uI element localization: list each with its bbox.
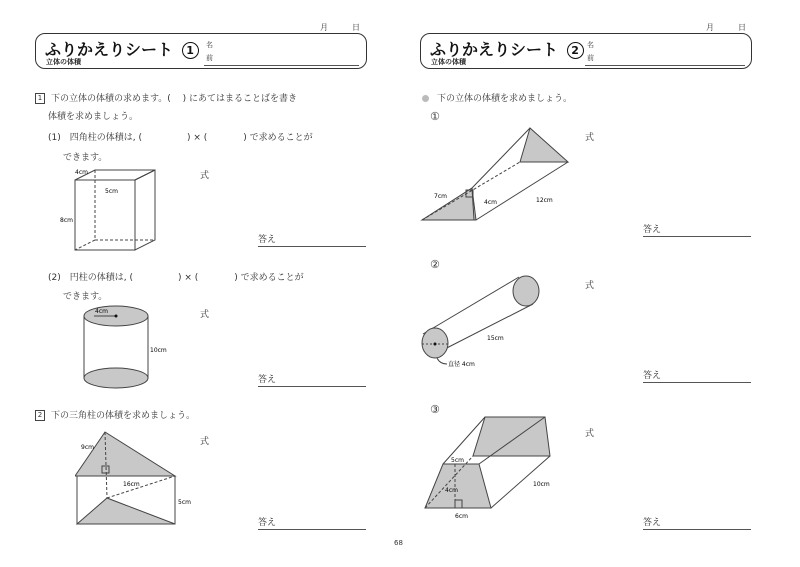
page-number: 68: [394, 539, 403, 547]
left-name-label-1: 名: [206, 41, 213, 49]
left-name-label-2: 前: [206, 54, 213, 62]
right-p3-label-d: 10cm: [533, 481, 550, 488]
left-q2-answer-label: 答え: [258, 518, 277, 528]
rectangular-prism-figure: [55, 160, 175, 260]
right-instruction: 下の立体の体積を求めましょう。: [422, 91, 572, 104]
left-date-day: 日: [352, 23, 360, 32]
right-p1-answer-field[interactable]: [643, 236, 751, 237]
left-q1-p1-answer-label: 答え: [258, 235, 277, 245]
left-name-field[interactable]: [204, 65, 359, 66]
tri-prism-label-b: 16cm: [123, 481, 140, 488]
right-name-label-2: 前: [587, 54, 594, 62]
right-date-day: 日: [738, 23, 746, 32]
right-p1-label-a: 7cm: [434, 193, 447, 200]
right-title: ふりかえりシート: [430, 40, 559, 59]
right-p1-label-c: 12cm: [536, 197, 553, 204]
cylinder-figure: [80, 302, 170, 397]
right-title-box: [420, 33, 752, 69]
bullet-icon: [422, 95, 429, 102]
right-triangular-prism-figure: [420, 122, 580, 227]
cylinder-label-h: 10cm: [150, 347, 167, 354]
right-p2-shiki: 式: [585, 281, 595, 291]
right-p3-label-a: 5cm: [451, 457, 464, 464]
left-q2-number: 2: [35, 410, 45, 421]
right-p3-answer-label: 答え: [643, 518, 662, 528]
cylinder-label-r: 4cm: [95, 308, 108, 315]
left-q1-p1-text-2: できます。: [63, 153, 108, 163]
right-p3-label-c: 6cm: [455, 513, 468, 520]
right-p1-answer-label: 答え: [643, 225, 662, 235]
left-q1-p1-text: (1) 四角柱の体積は, ( ) × ( ) で求めることが: [48, 133, 313, 143]
left-q1-number: 1: [35, 93, 45, 104]
right-cylinder-figure: [415, 272, 550, 372]
right-p3-number: ③: [430, 403, 440, 416]
right-p1-label-b: 4cm: [484, 199, 497, 206]
prism-label-b: 5cm: [105, 188, 118, 195]
left-subtitle: 立体の体積: [46, 58, 81, 66]
left-q1-p2-answer-field[interactable]: [258, 386, 366, 387]
right-date-month: 月: [706, 23, 714, 32]
triangular-prism-figure: [75, 428, 200, 528]
right-subtitle: 立体の体積: [431, 58, 466, 66]
tri-prism-label-a: 9cm: [81, 444, 94, 451]
left-title: ふりかえりシート: [45, 40, 174, 59]
right-p1-number: ①: [430, 110, 440, 123]
left-q2-shiki: 式: [200, 437, 210, 447]
left-q1-p1-answer-field[interactable]: [258, 246, 366, 247]
right-p1-shiki: 式: [585, 133, 595, 143]
left-q2-text: 2 下の三角柱の体積を求めましょう。: [35, 408, 195, 421]
right-p2-number: ②: [430, 258, 440, 271]
left-q1-p1-shiki: 式: [200, 171, 210, 181]
right-name-field[interactable]: [585, 65, 745, 66]
right-title-number: 2: [567, 42, 584, 59]
right-trapezoid-prism-figure: [415, 412, 565, 522]
right-p3-label-b: 4cm: [445, 487, 458, 494]
left-q1-p2-text: (2) 円柱の体積は, ( ) × ( ) で求めることが: [48, 273, 304, 283]
prism-label-c: 8cm: [60, 217, 73, 224]
left-q1-text-2: 体積を求めましょう。: [48, 112, 139, 122]
left-q1-p2-shiki: 式: [200, 310, 210, 320]
right-name-label-1: 名: [587, 41, 594, 49]
right-p2-answer-field[interactable]: [643, 382, 751, 383]
tri-prism-label-c: 5cm: [178, 499, 191, 506]
right-p2-label-len: 15cm: [487, 335, 504, 342]
left-title-number: 1: [182, 42, 199, 59]
right-p3-answer-field[interactable]: [643, 529, 751, 530]
prism-label-a: 4cm: [75, 169, 88, 176]
left-q1-text: 1 下の立体の体積の求めます。( ) にあてはまることばを書き: [35, 91, 297, 104]
left-q1-p2-answer-label: 答え: [258, 375, 277, 385]
left-date-month: 月: [320, 23, 328, 32]
right-p2-answer-label: 答え: [643, 371, 662, 381]
left-title-box: [35, 33, 367, 69]
right-p2-label-dia: 直径 4cm: [448, 361, 475, 368]
left-q1-p2-text-2: できます。: [63, 292, 108, 302]
left-q2-answer-field[interactable]: [258, 529, 366, 530]
right-p3-shiki: 式: [585, 429, 595, 439]
